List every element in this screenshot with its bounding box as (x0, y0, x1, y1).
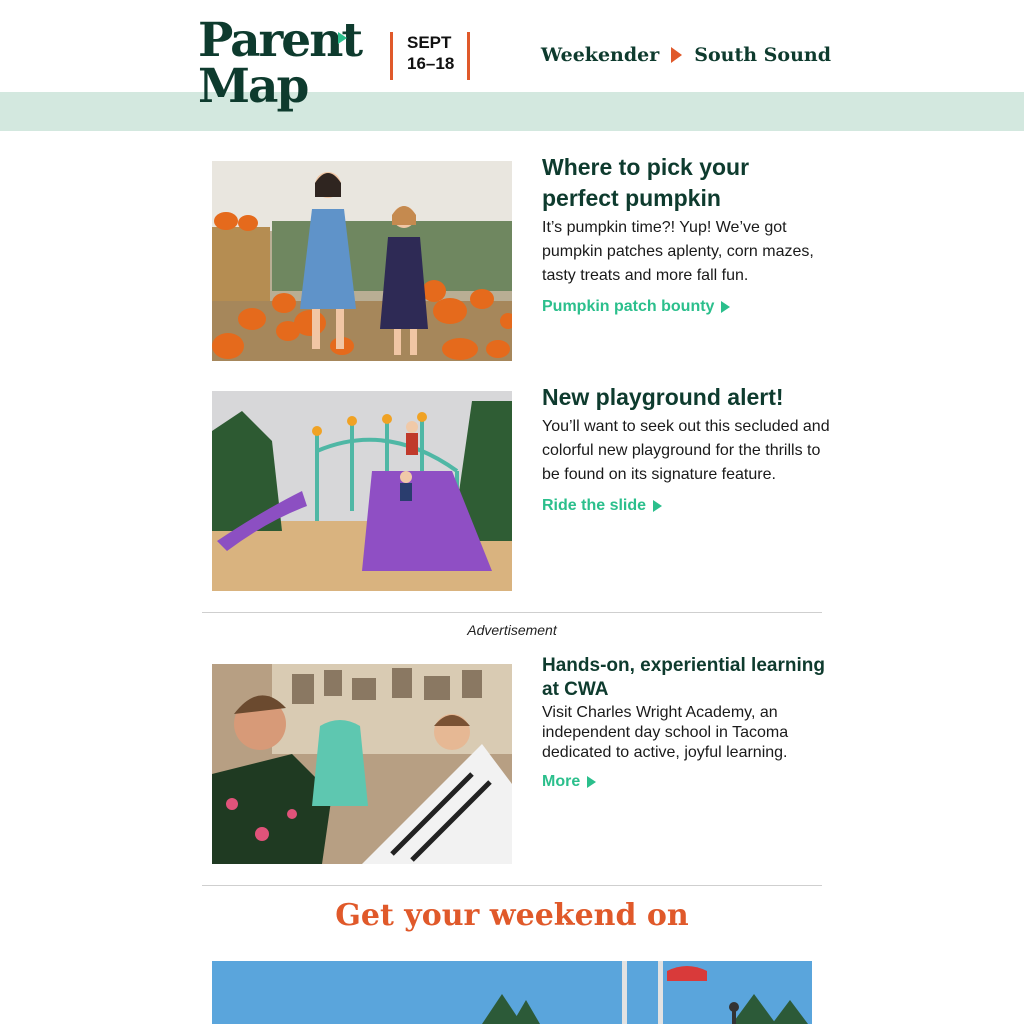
article-text (542, 382, 832, 515)
article-pumpkin (212, 152, 822, 362)
playground-photo[interactable] (212, 391, 512, 591)
ad-headline[interactable]: Hands-on, experiential learning at CWA (542, 655, 825, 700)
link-label: Pumpkin patch bounty (542, 298, 715, 315)
article-playground (212, 382, 830, 592)
ad-text (542, 654, 832, 791)
header-band (0, 92, 1024, 131)
link-label: Ride the slide (542, 497, 647, 514)
logo-arrow-icon (338, 32, 347, 44)
section-heading: Get your weekend on (335, 898, 689, 933)
issue-name: Weekender (540, 44, 660, 66)
cwa-classroom-photo[interactable] (212, 664, 512, 864)
issue-date (390, 32, 470, 80)
divider (202, 612, 822, 613)
play-arrow-icon (587, 776, 596, 788)
ride-the-slide-link[interactable] (542, 497, 662, 515)
article-headline[interactable]: New playground alert! (542, 384, 784, 410)
pumpkin-patch-photo[interactable] (212, 161, 512, 361)
article-summary: You’ll want to seek out this secluded and colorful new playground for the thrills to be found on its signature feature. (542, 418, 830, 483)
article-text (542, 152, 832, 316)
advertisement-label: Advertisement (467, 622, 557, 638)
ad-summary: Visit Charles Wright Academy, an independent day school in Tacoma dedicated to active, joyful learning. (542, 704, 789, 761)
play-arrow-icon (721, 301, 730, 313)
play-arrow-icon (653, 500, 662, 512)
pumpkin-patch-link[interactable] (542, 298, 730, 316)
parentmap-logo[interactable] (198, 13, 362, 114)
link-label: More (542, 773, 581, 790)
article-summary: It’s pumpkin time?! Yup! We’ve got pumpkin patches aplenty, corn mazes, tasty treats and more fall fun. (542, 219, 814, 284)
logo-line-1: Parent (198, 13, 362, 68)
play-arrow-icon (671, 47, 682, 63)
logo-line-2: Map (198, 59, 308, 114)
advertisement-cwa (212, 654, 825, 864)
divider (202, 885, 822, 886)
article-headline[interactable]: Where to pick your perfect pumpkin (542, 154, 750, 211)
date-days: 16–18 (407, 54, 455, 73)
weekend-feature-photo[interactable] (212, 961, 812, 1024)
region-name: South Sound (694, 44, 831, 66)
email-header (0, 0, 1024, 131)
date-month: SEPT (407, 33, 452, 52)
ad-more-link[interactable] (542, 773, 596, 791)
newsletter-title (541, 44, 831, 66)
